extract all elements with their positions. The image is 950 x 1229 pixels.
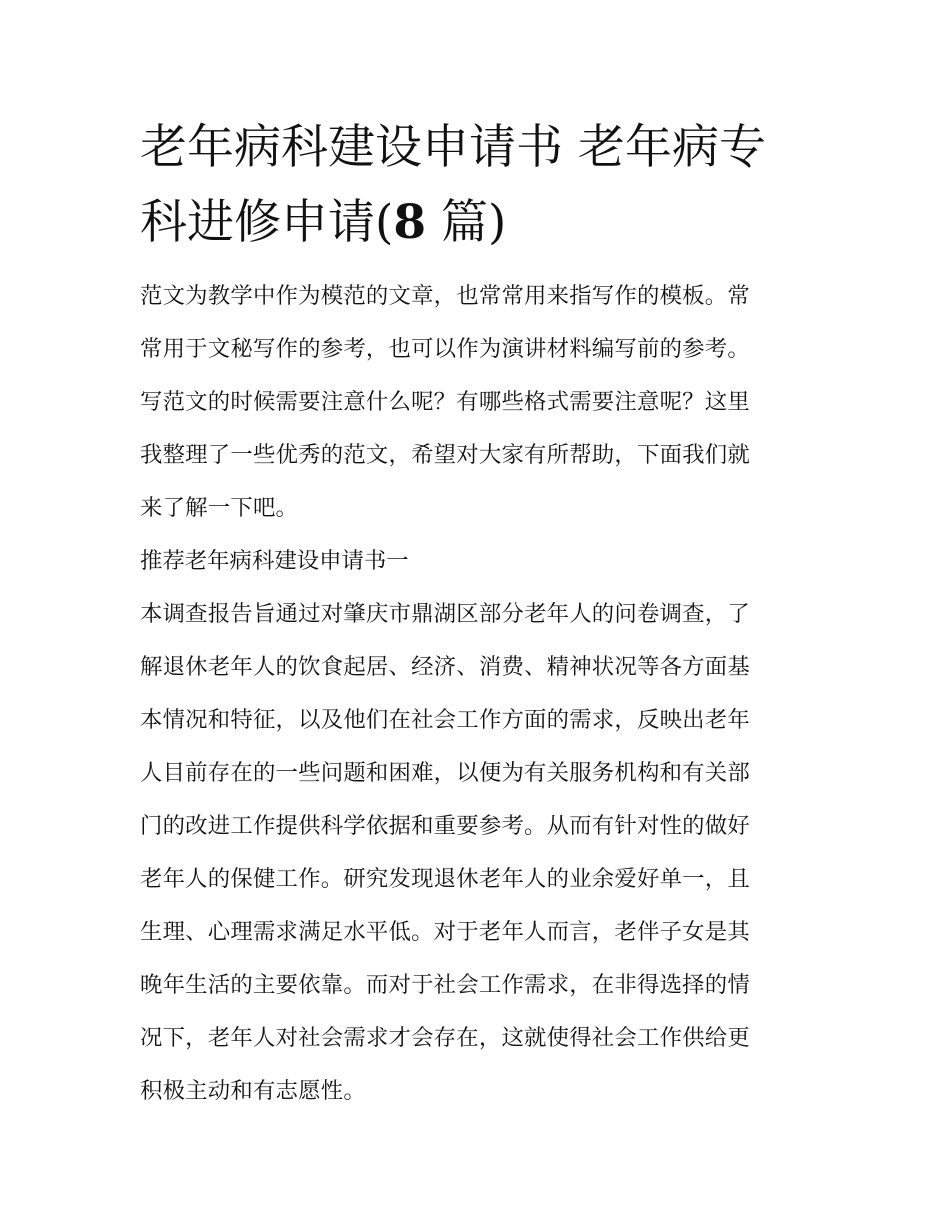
body-line: 解退休老年人的饮食起居、经济、消费、精神状况等各方面基 [140,654,750,680]
body-line: 老年人的保健工作。研究发现退休老年人的业余爱好单一，且 [140,866,750,892]
title-line-1: 老年病科建设申请书 老年病专 [140,120,766,175]
title-line-2 [140,185,812,260]
body-line: 晚年生活的主要依靠。而对于社会工作需求，在非得选择的情 [140,972,750,998]
intro-line: 我整理了一些优秀的范文，希望对大家有所帮助，下面我们就 [140,442,750,468]
intro-line: 写范文的时候需要注意什么呢？有哪些格式需要注意呢？这里 [140,389,750,415]
body-line: 人目前存在的一些问题和困难，以便为有关服务机构和有关部 [140,760,750,786]
body-line: 积极主动和有志愿性。 [140,1078,366,1104]
body-line: 本调查报告旨通过对肇庆市鼎湖区部分老年人的问卷调查，了 [140,601,750,627]
body-paragraph [140,588,812,1118]
title-suffix: 篇) [426,195,507,250]
document-content [140,110,812,1118]
intro-line: 范文为教学中作为模范的文章，也常常用来指写作的模板。常 [140,283,750,309]
intro-paragraph [140,270,812,535]
title-count: 8 [393,195,427,250]
title-text: 科进修申请( [140,195,394,250]
document-title [140,110,812,260]
intro-line: 常用于文秘写作的参考，也可以作为演讲材料编写前的参考。 [140,336,750,362]
section-heading: 推荐老年病科建设申请书一 [140,548,409,574]
body-line: 门的改进工作提供科学依据和重要参考。从而有针对性的做好 [140,813,750,839]
body-line: 本情况和特征，以及他们在社会工作方面的需求，反映出老年 [140,707,750,733]
body-line: 生理、心理需求满足水平低。对于老年人而言，老伴子女是其 [140,919,750,945]
body-line: 况下，老年人对社会需求才会存在，这就使得社会工作供给更 [140,1025,750,1051]
intro-line: 来了解一下吧。 [140,495,299,521]
